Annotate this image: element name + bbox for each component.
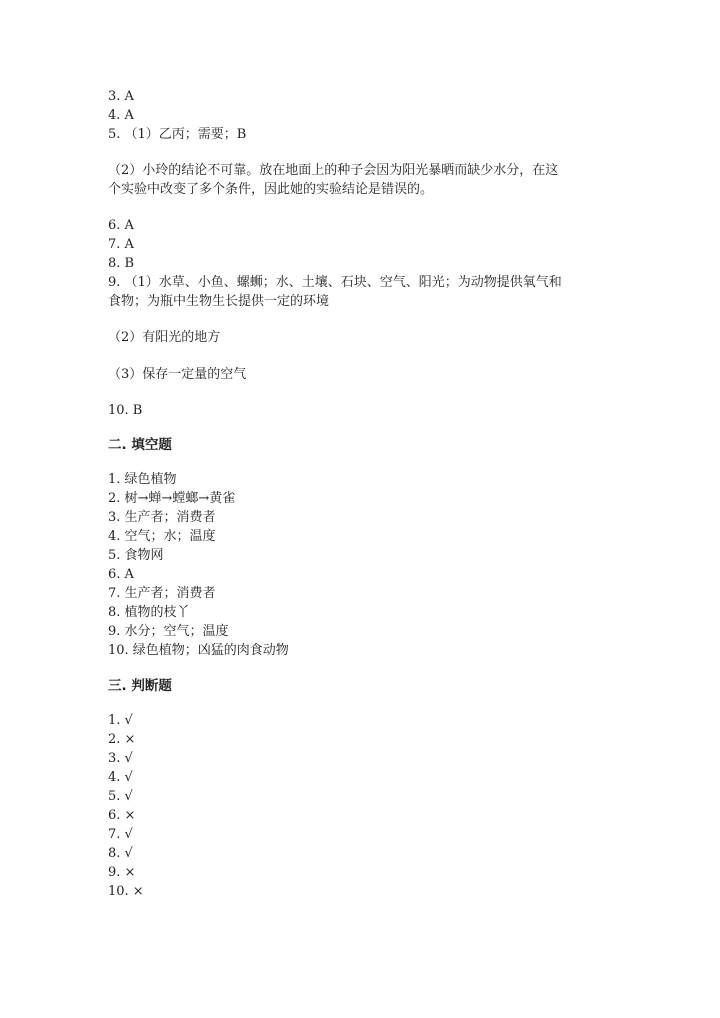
answer-4: 4. A [108,108,134,123]
list-item: 8. √ [108,846,133,861]
answer-9-line2: 食物；为瓶中生物生长提供一定的环境 [108,294,330,309]
list-item: 4. √ [108,770,133,785]
list-item: 5. √ [108,789,133,804]
list-item: 6. A [108,567,134,582]
answer-9-line1: 9. （1）水草、小鱼、螺蛳；水、土壤、石块、空气、阳光；为动物提供氧气和 [108,275,562,290]
list-item: 9. × [108,865,136,880]
list-item: 8. 植物的枝丫 [108,605,190,620]
answer-10: 10. B [108,403,143,418]
list-item: 4. 空气；水；温度 [108,529,216,544]
list-item: 10. 绿色植物；凶猛的肉食动物 [108,643,289,658]
list-item: 1. √ [108,713,133,728]
list-item: 3. 生产者；消费者 [108,510,216,525]
answer-8: 8. B [108,256,135,271]
answer-7: 7. A [108,237,134,252]
answer-9-part3: （3）保存一定量的空气 [108,367,247,382]
list-item: 7. 生产者；消费者 [108,586,216,601]
answer-5: 5. （1）乙丙；需要；B [108,127,247,142]
answer-5-part2-line2: 个实验中改变了多个条件，因此她的实验结论是错误的。 [108,182,434,197]
list-item: 5. 食物网 [108,548,164,563]
section-heading-true-false: 三. 判断题 [108,678,172,694]
list-item: 2. × [108,732,136,747]
answer-3: 3. A [108,89,134,104]
list-item: 1. 绿色植物 [108,472,177,487]
list-item: 6. × [108,808,136,823]
list-item: 3. √ [108,751,133,766]
answer-9-part2: （2）有阳光的地方 [108,330,221,345]
answer-6: 6. A [108,218,134,233]
list-item: 2. 树→蝉→螳螂→黄雀 [108,491,236,506]
list-item: 9. 水分；空气；温度 [108,624,229,639]
list-item: 10. × [108,884,144,899]
section-heading-fill-in: 二. 填空题 [108,437,172,453]
answer-5-part2-line1: （2）小玲的结论不可靠。放在地面上的种子会因为阳光暴晒而缺少水分，在这 [108,163,559,178]
list-item: 7. √ [108,827,133,842]
